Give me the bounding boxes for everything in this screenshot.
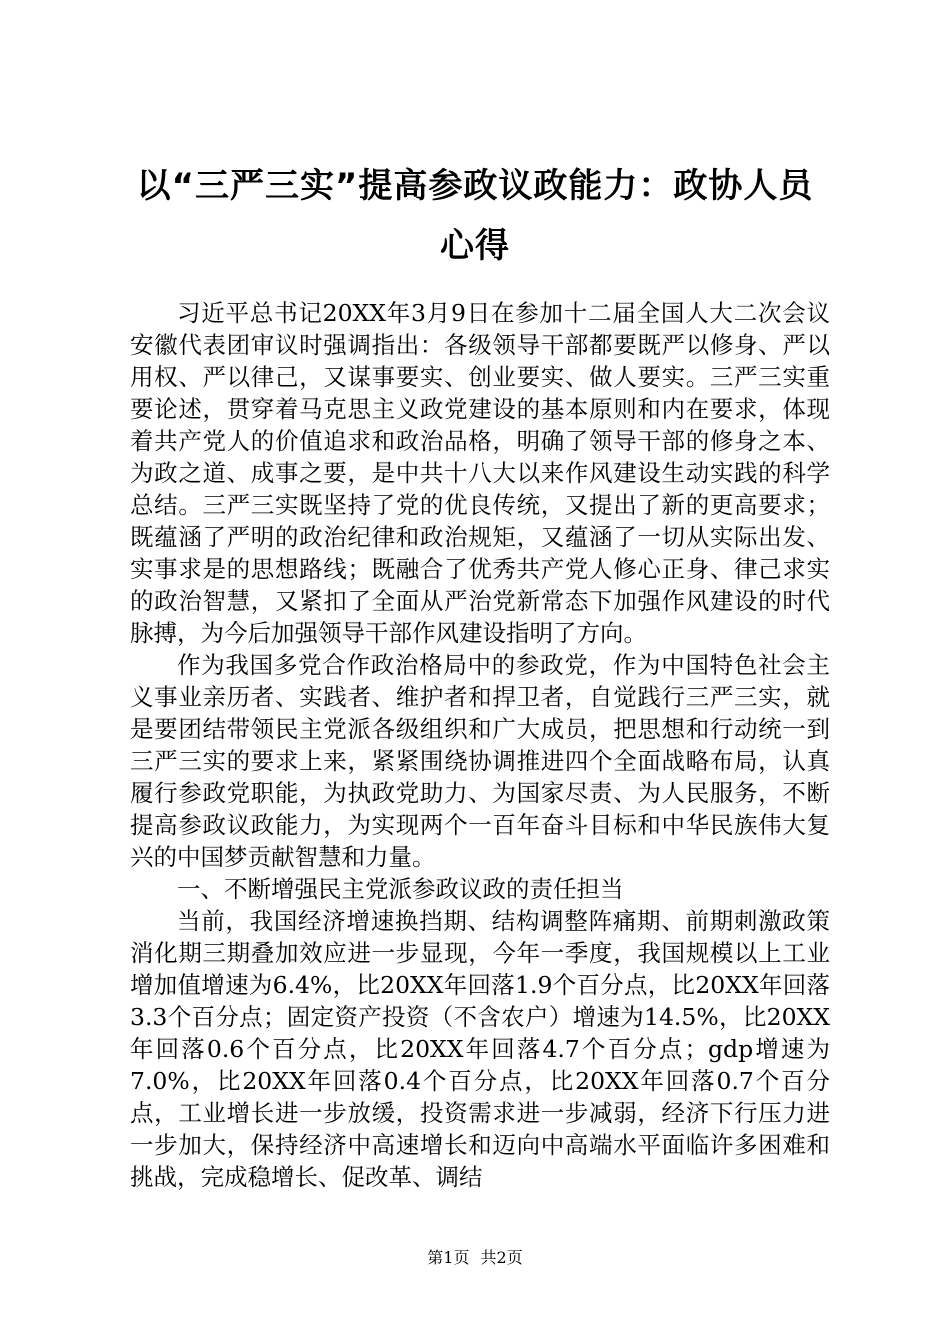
document-body <box>130 297 830 1193</box>
page-total: 共2页 <box>480 1248 523 1267</box>
section-heading: 一、不断增强民主党派参政议政的责任担当 <box>177 875 624 903</box>
paragraph: 当前，我国经济增速换挡期、结构调整阵痛期、前期刺激政策消化期三期叠加效应进一步显现，今年一季度，我国规模以上工业增加值增速为6.4%，比20XX年回落1.9个百分点，比20XX年回落3.3个百分点；固定资产投资（不含农户）增速为14.5%，比20XX年回落0.6个百分点，比20XX年回落4.7个百分点；gdp增速为7.0%，比20XX年回落0.4个百分点，比20XX年回落0.7个百分点，工业增长进一步放缓，投资需求进一步减弱，经济下行压力进一步加大，保持经济中高速增长和迈向中高端水平面临许多困难和挑战，完成稳增长、促改革、调结 <box>130 907 830 1191</box>
page-number: 第1页 <box>427 1248 470 1267</box>
page-footer <box>0 1248 950 1268</box>
paragraph: 习近平总书记20XX年3月9日在参加十二届全国人大二次会议安徽代表团审议时强调指出：各级领导干部都要既严以修身、严以用权、严以律己，又谋事要实、创业要实、做人要实。三严三实重要论述，贯穿着马克思主义政党建设的基本原则和内在要求，体现着共产党人的价值追求和政治品格，明确了领导干部的修身之本、为政之道、成事之要，是中共十八大以来作风建设生动实践的科学总结。三严三实既坚持了党的优良传统，又提出了新的更高要求；既蕴涵了严明的政治纪律和政治规矩，又蕴涵了一切从实际出发、实事求是的思想路线；既融合了优秀共产党人修心正身、律己求实的政治智慧，又紧扣了全面从严治党新常态下加强作风建设的时代脉搏，为今后加强领导干部作风建设指明了方向。 <box>130 299 830 647</box>
paragraph: 作为我国多党合作政治格局中的参政党，作为中国特色社会主义事业亲历者、实践者、维护者和捍卫者，自觉践行三严三实，就是要团结带领民主党派各级组织和广大成员，把思想和行动统一到三严三实的要求上来，紧紧围绕协调推进四个全面战略布局，认真履行参政党职能，为执政党助力、为国家尽责、为人民服务，不断提高参政议政能力，为实现两个一百年奋斗目标和中华民族伟大复兴的中国梦贡献智慧和力量。 <box>130 651 830 871</box>
document-title: 以“三严三实”提高参政议政能力：政协人员心得 <box>136 166 814 266</box>
